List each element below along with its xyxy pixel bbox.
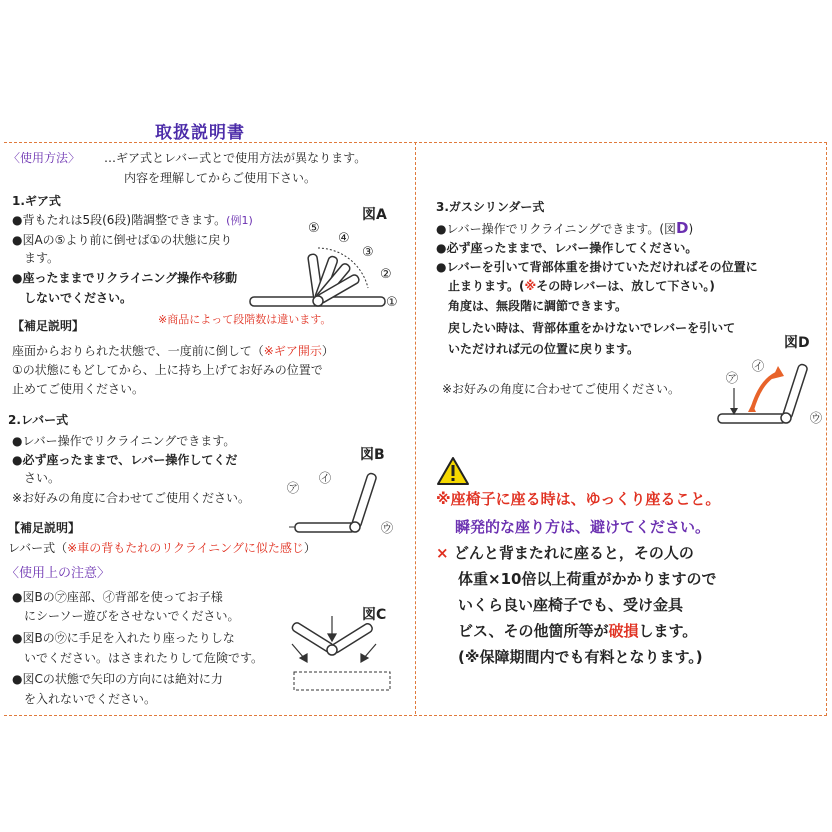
figure-c-diagram (290, 614, 400, 694)
caution-line: ●図Bの㋐座部、㋑背部を使ってお子様 (12, 590, 223, 604)
supplement-line: 座面からおりられた状態で、一度前に倒して（※ギア開示） (12, 344, 334, 358)
mark-i: ㋑ (319, 471, 332, 485)
lever-line: ●必ず座ったままで、レバー操作してくだ (12, 453, 238, 467)
lever-line: ●レバー操作でリクライニングできます。 (12, 434, 236, 448)
page-title: 取扱説明書 (155, 123, 245, 143)
mark-u: ㋒ (810, 411, 823, 425)
usage-intro: …ギア式とレバー式とで使用方法が異なります。 (104, 151, 367, 165)
mark-i: ㋑ (752, 359, 765, 373)
usage-intro-2: 内容を理解してからご使用下さい。 (124, 171, 317, 185)
gear-heading: 1.ギア式 (12, 194, 61, 208)
gas-line: いただければ元の位置に戻ります。 (448, 342, 640, 356)
gas-line: ●必ず座ったままで、レバー操作してください。 (436, 241, 698, 255)
example-note: (例1) (226, 214, 253, 227)
gas-line: 戻したい時は、背部体重をかけないでレバーを引いて (448, 321, 736, 335)
warning-line: × どんと背またれに座ると，その人の (436, 544, 694, 562)
figure-d-label: 図D (784, 335, 810, 351)
gear-line: ●座ったままでリクライニング操作や移動 (12, 271, 238, 285)
warning-line: 瞬発的な座り方は、避けてください。 (455, 518, 711, 536)
figure-c-label: 図C (362, 607, 387, 623)
mark-2: ② (380, 267, 392, 282)
gear-red-note: ※商品によって段階数は違います。 (158, 313, 332, 326)
caution-line: ●図Cの状態で矢印の方向には絶対に力 (12, 672, 223, 686)
warning-triangle-icon (436, 456, 470, 486)
gas-line: ●レバー操作でリクライニングできます。(図D) (436, 219, 694, 237)
warning-line: ※座椅子に座る時は、ゆっくり座ること。 (436, 490, 721, 508)
figure-b-diagram (285, 470, 395, 540)
mark-u: ㋒ (381, 521, 394, 535)
column-divider (415, 142, 416, 714)
supplement-heading: 【補足説明】 (12, 319, 85, 333)
mark-4: ④ (338, 231, 350, 246)
caution-heading: 〈使用上の注意〉 (6, 566, 111, 581)
gear-line: しないでください。 (24, 291, 133, 305)
cross-icon: × (436, 544, 449, 562)
gas-line: 角度は、無段階に調節できます。 (448, 299, 628, 313)
mark-3: ③ (362, 245, 374, 260)
lever-heading: 2.レバー式 (8, 413, 69, 427)
lever-line: ※お好みの角度に合わせてご使用ください。 (12, 491, 251, 505)
supplement-line: 止めてご使用ください。 (12, 382, 145, 396)
lever-line: さい。 (24, 471, 61, 485)
figure-a-label: 図A (362, 207, 387, 223)
gear-line: ●背もたれは5段(6段)階調整できます。(例1) (12, 213, 253, 227)
supplement-heading: 【補足説明】 (8, 521, 81, 535)
figure-d-diagram (714, 352, 829, 432)
gas-line: ※お好みの角度に合わせてご使用ください。 (442, 382, 681, 396)
supplement-line: レバー式（※車の背もたれのリクライニングに似た感じ） (8, 541, 316, 555)
gear-line: ●図Aの⑤より前に倒せば①の状態に戻り (12, 233, 233, 247)
mark-5: ⑤ (308, 221, 320, 236)
warning-line: いくら良い座椅子でも、受け金具 (458, 596, 684, 614)
gas-heading: 3.ガスシリンダー式 (436, 200, 545, 214)
supplement-line: ①の状態にもどしてから、上に持ち上げてお好みの位置で (12, 363, 323, 377)
warning-line: 体重×10倍以上荷重がかかりますので (458, 570, 717, 588)
warning-line: (※保障期間内でも有料となります。) (458, 648, 703, 666)
caution-line: ●図Bの㋒に手足を入れたり座ったりしな (12, 631, 235, 645)
gas-line: 止まります。(※その時レバーは、放して下さい。) (448, 279, 715, 293)
caution-line: を入れないでください。 (24, 692, 157, 706)
warning-line: ビス、その他箇所等が破損します。 (458, 622, 698, 640)
mark-1: ① (386, 295, 398, 310)
mark-a: ㋐ (287, 481, 300, 495)
figure-b-label: 図B (360, 447, 385, 463)
figure-a-diagram (240, 218, 410, 318)
caution-line: いでください。はさまれたりして危険です。 (24, 651, 264, 665)
gear-line: ます。 (24, 251, 60, 265)
gas-line: ●レバーを引いて背部体重を掛けていただければその位置に (436, 260, 758, 274)
caution-line: にシーソー遊びをさせないでください。 (24, 609, 240, 623)
usage-heading: 〈使用方法〉 (8, 151, 81, 165)
mark-a: ㋐ (726, 371, 739, 385)
